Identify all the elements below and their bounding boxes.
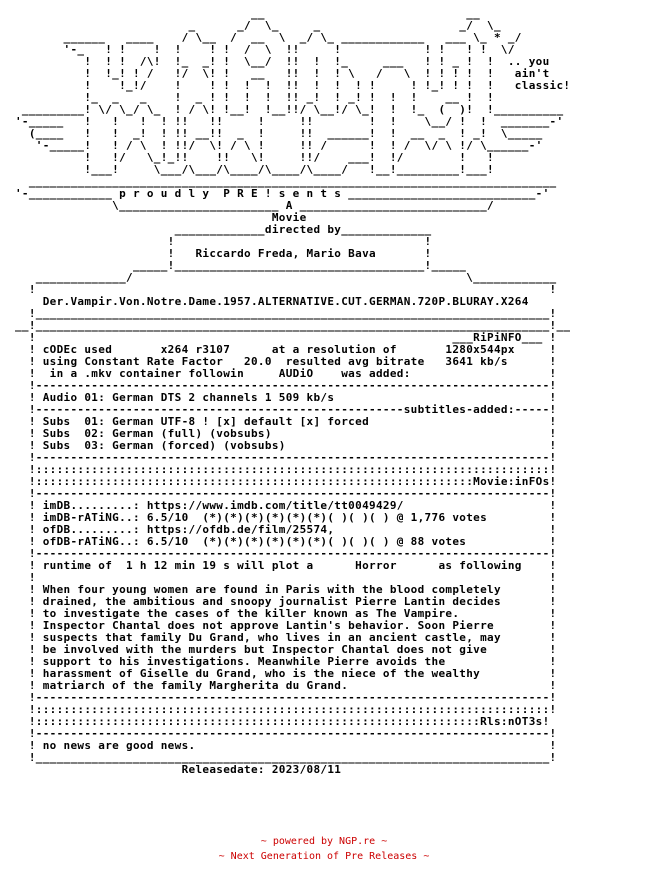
footer-tagline: ~ Next Generation of Pre Releases ~ <box>218 851 430 862</box>
nfo-ascii-document: __ __ _ _/ \_ _ _/ \_ ______ ____ / \__ / __ \ _/ \_ ____________ ___ \_ * _/ '-_ ! ! ! ! ! ! / \ !! ! ! ! ! ! \/ ! ! ! /\! !_ _! ! \__/ !! ! !_ ___ ! ! _ ! ! .. you ! !_! ! / !/ \! ! __ !! ! ! \ / \ ! ! ! ! ! ain't ! !_!/ ! ! ! ! ! !! ! ! ! ! ! !_! ! ! ! classic! !_ _ _ ! _ ! ! ! ! !! _! ! _! ! ! ! __ ! ! _________! \/ \_/ \_ ! / \! !__! !__!!/ \__!/ \_! ! !_ ( )! !__________ '-_____ ! ! ! ! !! !! ! !! ! ! \__/ ! ! _______-' (____ ! ! _! ! !! __!! _ ! !! ______! ! __ _ ! _! \_____ '-_____! ! / \ ! !!/ \! / \ ! !! / ! ! / \/ \ !/ \______-' ! !/ \_!_!! !! \! !!/ ___! !/ ! ! !___! \___/\___/\____/\____/\____/ !__!_________!___! ____________________________________________________________________________ '-____________ p r o u d l y P R E ! s e n t s ___________________________-' \_______________________ A ___________________________/ Movie _____________directed by_____________ ! ! ! Riccardo Freda, Mario Bava ! _____!____________________________________!_____ _____________/ \____________ ! ! Der.Vampir.Von.Notre.Dame.1957.ALTERNATIVE.CUT.GERMAN.720P.BLURAY.X264 !__________________________________________________________________________! __!__________________________________________________________________________!__ ! ___RiPiNFO___ ! ! cODEc used x264 r3107 at a resolution of 1280x544px ! ! using Constant Rate Factor 20.0 resulted avg bitrate 3641 kb/s ! ! in a .mkv container followin AUDiO was added: ! !--------------------------------------------------------------------------! ! Audio 01: German DTS 2 channels 1 509 kb/s ! !-----------------------------------------------------subtitles-added:-----! ! Subs 01: German UTF-8 ! [x] default [x] forced ! ! Subs 02: German (full) (vobsubs) ! ! Subs 03: German (forced) (vobsubs) ! !--------------------------------------------------------------------------! !::::::::::::::::::::::::::::::::::::::::::::::::::::::::::::::::::::::::::! !:::::::::::::::::::::::::::::::::::::::::::::::::::::::::::::::Movie:inFOs! !--------------------------------------------------------------------------! ! imDB.........: https://www.imdb.com/title/tt0049429/ ! ! imDB-rATiNG..: 6.5/10 (*)(*)(*)(*)(*)(*)( )( )( ) @ 1,776 votes ! ! ofDB.........: https://ofdb.de/film/25574, ! ! ofDB-rATiNG..: 6.5/10 (*)(*)(*)(*)(*)(*)( )( )( ) @ 88 votes ! !--------------------------------------------------------------------------! ! runtime of 1 h 12 min 19 s will plot a Horror as following ! ! ! ! When four young women are found in Paris with the blood completely ! ! drained, the ambitious and snoopy journalist Pierre Lantin decides ! ! to investigate the cases of the killer known as The Vampire. ! ! Inspector Chantal does not approve Lantin's behavior. Soon Pierre ! ! suspects that family Du Grand, who lives in an ancient castle, may ! ! be involved with the murders but Inspector Chantal does not give ! ! support to his investigations. Meanwhile Pierre avoids the ! ! harassment of Giselle du Grand, who is the niece of the wealthy ! ! matriarch of the family Margherita du Grand. ! !--------------------------------------------------------------------------! !::::::::::::::::::::::::::::::::::::::::::::::::::::::::::::::::::::::::::! !::::::::::::::::::::::::::::::::::::::::::::::::::::::::::::::::Rls:nOT3s! !--------------------------------------------------------------------------! ! no news are good news. ! !__________________________________________________________________________! Releasedate: 2023/08/11 <box>14 7 571 776</box>
footer-powered-by: ~ powered by NGP.re ~ <box>260 836 388 847</box>
